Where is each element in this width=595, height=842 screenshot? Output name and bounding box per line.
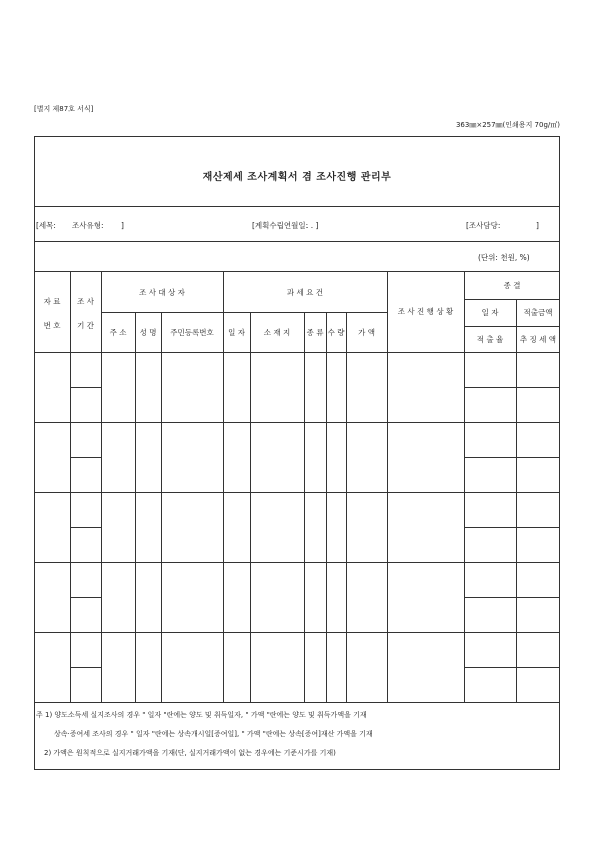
hdr-record-no-1: 자 료 <box>43 297 61 306</box>
row-group-line-1 <box>34 422 560 423</box>
row-mid-period-3 <box>70 527 101 528</box>
row-mid-concl-3 <box>464 527 560 528</box>
row-mid-concl-4 <box>464 597 560 598</box>
col-line-sub-6 <box>346 312 347 702</box>
hdr-quantity: 수 량 <box>327 328 345 337</box>
divider-unit-bottom <box>34 271 560 272</box>
divider-title-bottom <box>34 206 560 207</box>
note-2: 2) 가액은 원칙적으로 실지거래가액을 기재(단, 실지거래가액이 없는 경우에는 기준시가를 기재) <box>44 749 336 757</box>
paper-size: 363㎜×257㎜(인쇄용지 70g/㎡) <box>455 121 560 129</box>
plan-date-label: [계획수립연월일: <box>252 221 309 230</box>
hdr-address: 주 소 <box>109 328 127 337</box>
col-line-sub-5 <box>326 312 327 702</box>
col-line-sub-4 <box>304 312 305 702</box>
form-title: 재산제세 조사계획서 겸 조사진행 관리부 <box>202 172 392 183</box>
hdr-subject: 조 사 대 상 자 <box>139 288 185 297</box>
hdr-sub-line <box>101 312 387 313</box>
hdr-tax-date: 일 자 <box>228 328 245 337</box>
hdr-progress: 조 사 진 행 상 황 <box>397 307 454 316</box>
divider-info-bottom <box>34 241 560 242</box>
hdr-resident-no: 주민등록번호 <box>170 328 214 337</box>
hdr-name: 성 명 <box>139 328 157 337</box>
col-line-1 <box>70 271 71 702</box>
hdr-location: 소 재 지 <box>263 328 291 337</box>
divider-header-bottom <box>34 352 560 353</box>
row-group-line-3 <box>34 562 560 563</box>
col-line-4 <box>387 271 388 702</box>
hdr-concl-date: 일 자 <box>481 308 499 317</box>
col-line-sub-2 <box>161 312 162 702</box>
hdr-period-1: 조 사 <box>77 297 94 306</box>
row-mid-period-2 <box>70 457 101 458</box>
row-mid-concl-5 <box>464 667 560 668</box>
hdr-conclusion-line2 <box>464 326 560 327</box>
row-group-line-2 <box>34 492 560 493</box>
hdr-concl-detected-amount: 적출금액 <box>523 308 553 317</box>
col-line-sub-3 <box>250 312 251 702</box>
unit-label: (단위: 천원, %) <box>478 253 530 262</box>
row-mid-period-5 <box>70 667 101 668</box>
officer-label: [조사담당: <box>466 221 501 230</box>
hdr-conclusion: 종 결 <box>503 281 521 290</box>
hdr-period-2: 기 간 <box>77 321 94 330</box>
row-group-line-4 <box>34 632 560 633</box>
form-frame <box>34 136 560 770</box>
col-line-sub-1 <box>135 312 136 702</box>
plan-date-dots: . . ] <box>306 221 319 230</box>
survey-type-close: ] <box>121 221 124 230</box>
hdr-record-no-2: 번 호 <box>43 321 61 330</box>
row-mid-concl-1 <box>464 387 560 388</box>
divider-table-bottom <box>34 702 560 703</box>
hdr-taxable: 과 세 요 건 <box>286 288 324 297</box>
survey-type-label: 조사유형: <box>72 221 104 230</box>
row-mid-period-1 <box>70 387 101 388</box>
row-mid-period-4 <box>70 597 101 598</box>
hdr-amount: 가 액 <box>358 328 375 337</box>
col-line-sub-7 <box>516 299 517 702</box>
hdr-concl-detection-rate: 적 출 율 <box>476 335 504 344</box>
hdr-concl-additional-tax: 추 징 세 액 <box>519 335 557 344</box>
hdr-kind: 종 류 <box>306 328 324 337</box>
note-1: 주 1) 양도소득세 실지조사의 경우 " 일자 "란에는 양도 및 취득일자, " 가액 "란에는 양도 및 취득가액을 기재 <box>36 711 367 719</box>
form-number: [별지 제87호 서식] <box>34 105 94 113</box>
officer-close: ] <box>536 221 539 230</box>
row-mid-concl-2 <box>464 457 560 458</box>
tax-item-label: [세목: <box>36 221 56 230</box>
hdr-conclusion-line1 <box>464 299 560 300</box>
note-1-cont: 상속·증여세 조사의 경우 " 일자 "란에는 상속개시일[증여일], " 가액 "란에는 상속[증여]재산 가액을 기재 <box>54 730 373 738</box>
